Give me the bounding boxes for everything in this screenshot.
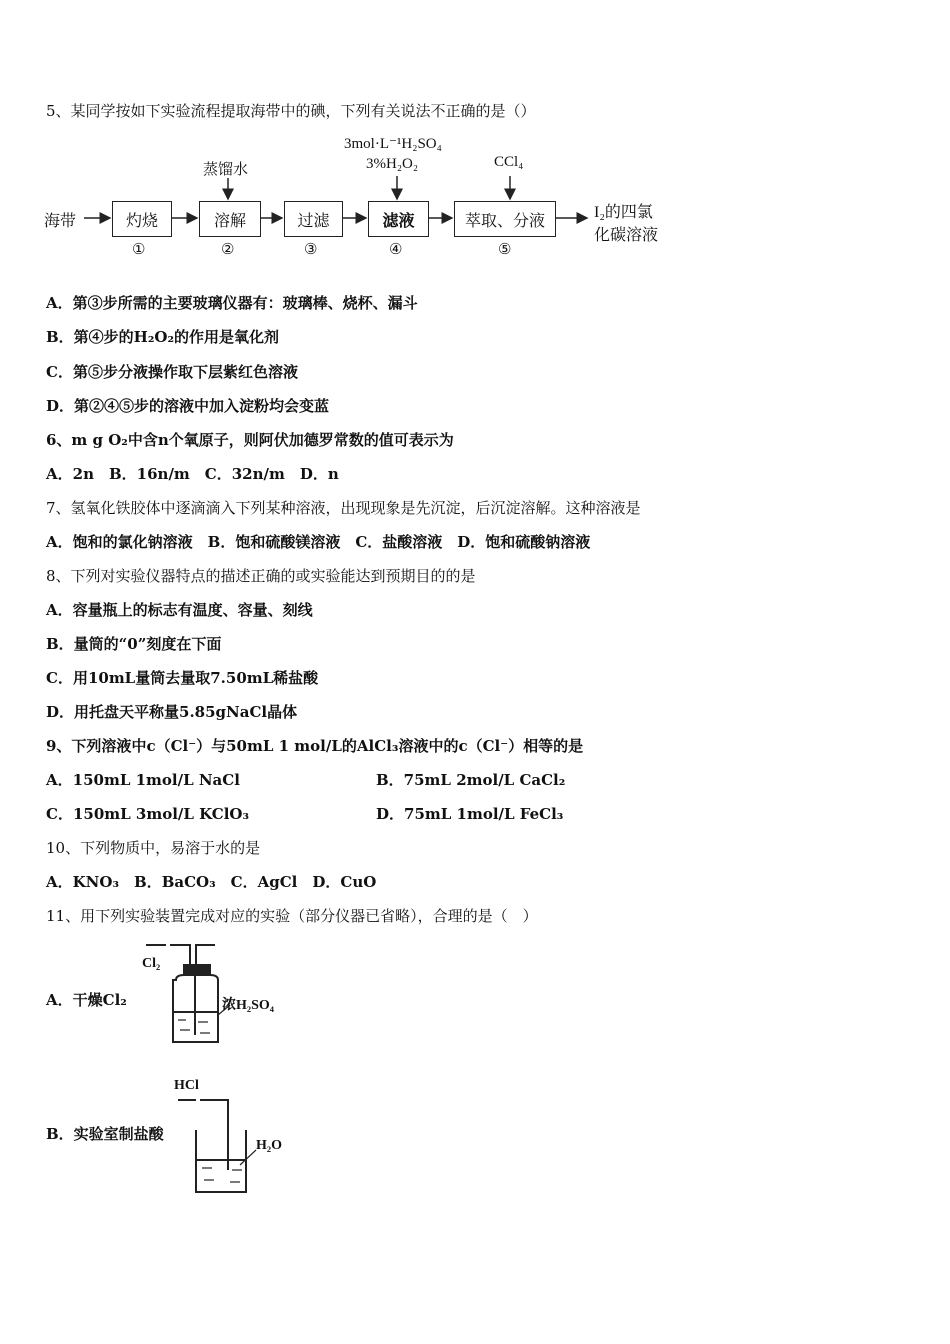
q5-option-c: C．第⑤步分液操作取下层紫红色溶液 xyxy=(46,363,298,381)
flow-step-5: 萃取、分液 xyxy=(454,201,556,237)
q8-option-b: B．量筒的“0”刻度在下面 xyxy=(46,635,222,653)
figure-b-liquid-label: H₂O xyxy=(256,1138,282,1153)
q8-option-a: A．容量瓶上的标志有温度、容量、刻线 xyxy=(46,601,313,619)
q9-option-a: A．150mL 1mol/L NaCl xyxy=(46,771,240,789)
q9-option-b: B．75mL 2mol/L CaCl₂ xyxy=(376,771,566,789)
q8-option-d: D．用托盘天平称量5.85gNaCl晶体 xyxy=(46,703,298,721)
flow-step-2: 溶解 xyxy=(199,201,261,237)
flow-end-line1: I₂的四氯 xyxy=(594,204,653,221)
q11-option-a: A．干燥Cl₂ xyxy=(46,991,127,1009)
question-9-stem: 9、下列溶液中c（Cl⁻）与50mL 1 mol/L的AlCl₃溶液中的c（Cl⁻）相等的是 xyxy=(46,737,584,755)
question-7-stem: 7、氢氧化铁胶体中逐滴滴入下列某种溶液，出现现象是先沉淀，后沉淀溶解。这种溶液是 xyxy=(46,499,641,517)
flow-step-4: 滤液 xyxy=(368,201,429,237)
question-11-stem: 11、用下列实验装置完成对应的实验（部分仪器已省略），合理的是（ ） xyxy=(46,907,538,925)
figure-a-gas-label: Cl₂ xyxy=(142,956,161,971)
q5-option-d: D．第②④⑤步的溶液中加入淀粉均会变蓝 xyxy=(46,397,330,415)
flow-end-line2: 化碳溶液 xyxy=(594,227,659,244)
q7-options: A．饱和的氯化钠溶液 B．饱和硫酸镁溶液 C．盐酸溶液 D．饱和硫酸钠溶液 xyxy=(46,533,591,551)
figure-b-gas-label: HCl xyxy=(174,1078,199,1093)
step-number-4: ④ xyxy=(389,240,403,258)
q10-options: A．KNO₃ B．BaCO₃ C．AgCl D．CuO xyxy=(46,873,377,891)
step-number-2: ② xyxy=(221,240,235,258)
figure-a-liquid-label: 浓H₂SO₄ xyxy=(222,998,274,1013)
reagent-h2o2: 3%H₂O₂ xyxy=(366,156,419,172)
step-number-1: ① xyxy=(132,240,146,258)
question-5-stem: 5、某同学按如下实验流程提取海带中的碘，下列有关说法不正确的是（） xyxy=(46,102,536,120)
question-6-stem: 6、m g O₂中含n个氧原子，则阿伏加德罗常数的值可表示为 xyxy=(46,431,454,449)
q5-option-b: B．第④步的H₂O₂的作用是氧化剂 xyxy=(46,328,280,346)
q8-option-c: C．用10mL量筒去量取7.50mL稀盐酸 xyxy=(46,669,319,687)
question-8-stem: 8、下列对实验仪器特点的描述正确的或实验能达到预期目的的是 xyxy=(46,567,476,585)
q6-options: A．2n B．16n/m C．32n/m D．n xyxy=(46,465,339,483)
question-10-stem: 10、下列物质中，易溶于水的是 xyxy=(46,839,261,857)
q11-option-b: B．实验室制盐酸 xyxy=(46,1125,164,1143)
reagent-h2so4: 3mol·L⁻¹H₂SO₄ xyxy=(344,136,442,152)
q9-option-d: D．75mL 1mol/L FeCl₃ xyxy=(376,805,564,823)
q9-option-c: C．150mL 3mol/L KClO₃ xyxy=(46,805,250,823)
reagent-distilled-water: 蒸馏水 xyxy=(203,162,249,178)
flow-step-3: 过滤 xyxy=(284,201,343,237)
reagent-ccl4: CCl₄ xyxy=(494,154,524,170)
q5-option-a: A．第③步所需的主要玻璃仪器有：玻璃棒、烧杯、漏斗 xyxy=(46,294,418,312)
flow-start: 海带 xyxy=(44,213,77,230)
step-number-3: ③ xyxy=(304,240,318,258)
step-number-5: ⑤ xyxy=(498,240,512,258)
flow-step-1: 灼烧 xyxy=(112,201,172,237)
